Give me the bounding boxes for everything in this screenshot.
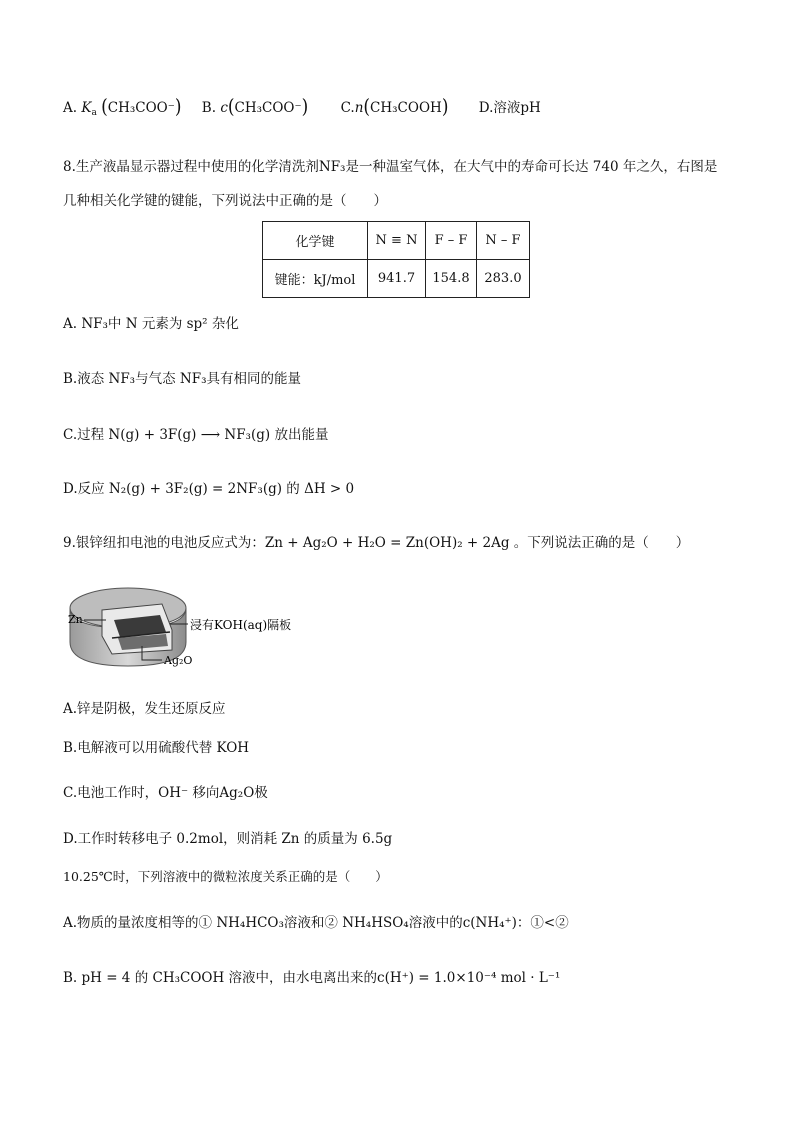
- q7-option-b: B. c(CH₃COO⁻): [201, 95, 309, 119]
- q7-option-a-species: CH₃COO⁻: [107, 100, 175, 116]
- q7-option-b-c: c: [220, 100, 228, 116]
- q7-option-d: D.溶液pH: [478, 100, 541, 116]
- q7-option-b-letter: B.: [201, 100, 217, 116]
- q8-option-a: A. NF₃中 N 元素为 sp² 杂化: [63, 316, 239, 332]
- q9-stem: 9.银锌纽扣电池的电池反应式为：Zn + Ag₂O + H₂O = Zn(OH)₂ + 2Ag 。下列说法正确的是（ ）: [63, 535, 690, 551]
- bond-energy-table: [262, 221, 530, 298]
- q7-options: [63, 96, 541, 118]
- q10-option-a: A.物质的量浓度相等的① NH₄HCO₃溶液和② NH₄HSO₄溶液中的c(NH₄⁺)：①<②: [63, 915, 569, 931]
- q7-option-c-species: CH₃COOH: [370, 100, 442, 116]
- table-cell: 941.7: [368, 260, 426, 298]
- separator-label: 浸有KOH(aq)隔板: [190, 618, 292, 632]
- table-header-cell: N ≡ N: [368, 222, 426, 260]
- table-header-label: 化学键: [263, 222, 368, 260]
- q9-option-c: C.电池工作时，OH⁻ 移向Ag₂O极: [63, 785, 268, 801]
- q9-option-a: A.锌是阴极，发生还原反应: [63, 701, 226, 717]
- q10-option-b: B. pH = 4 的 CH₃COOH 溶液中，由水电离出来的c(H⁺) = 1.0×10⁻⁴ mol · L⁻¹: [63, 970, 561, 986]
- button-battery-figure: [62, 580, 302, 675]
- q7-option-a: A. $K_a$ (CH₃COO⁻): [63, 95, 182, 119]
- zn-label: Zn: [68, 613, 83, 626]
- q7-option-a-sub: a: [91, 108, 97, 118]
- q7-option-c: C.n(CH₃COOH): [340, 95, 449, 119]
- q9-option-d: D.工作时转移电子 0.2mol，则消耗 Zn 的质量为 6.5g: [63, 831, 393, 847]
- q8-stem-line-1: 8.生产液晶显示器过程中使用的化学清洗剂NF₃是一种温室气体，在大气中的寿命可长达 740 年之久，右图是: [63, 159, 718, 175]
- table-header-cell: F – F: [426, 222, 477, 260]
- q7-option-a-letter: A.: [63, 100, 78, 116]
- table-cell: 283.0: [477, 260, 530, 298]
- table-row-label: 键能：kJ/mol: [263, 260, 368, 298]
- q8-option-d: D.反应 N₂(g) + 3F₂(g) = 2NF₃(g) 的 ΔH > 0: [63, 481, 355, 497]
- q7-option-c-letter: C.: [340, 100, 355, 116]
- q8-option-c: C.过程 N(g) + 3F(g) ⟶ NF₃(g) 放出能量: [63, 427, 329, 443]
- ag2o-label: Ag₂O: [164, 654, 193, 667]
- table-row: [263, 222, 530, 260]
- q10-stem: 10.25℃时，下列溶液中的微粒浓度关系正确的是（ ）: [63, 869, 388, 884]
- q9-option-b: B.电解液可以用硫酸代替 KOH: [63, 740, 250, 756]
- q7-option-a-k: K: [81, 100, 92, 116]
- table-cell: 154.8: [426, 260, 477, 298]
- q7-option-b-species: CH₃COO⁻: [234, 100, 302, 116]
- table-row: [263, 260, 530, 298]
- q8-stem-line-2: 几种相关化学键的键能，下列说法中正确的是（ ）: [63, 193, 387, 209]
- table-header-cell: N – F: [477, 222, 530, 260]
- q8-option-b: B.液态 NF₃与气态 NF₃具有相同的能量: [63, 371, 301, 387]
- q7-option-c-n: n: [354, 100, 364, 116]
